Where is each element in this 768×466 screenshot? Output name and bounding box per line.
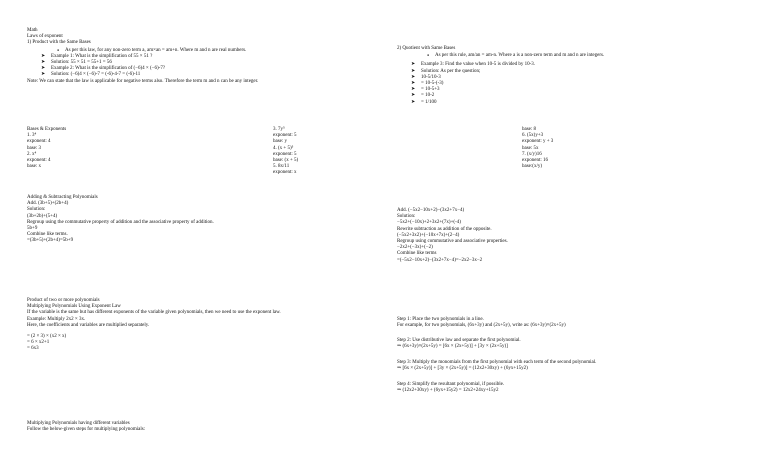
list-item: = 6x3 <box>27 346 39 352</box>
bases-heading: Bases & Exponents <box>27 127 67 132</box>
step-detail: For example, for two polynomials, (6x+3y) and (2x+5y), write as: (6x+3y)×(2x+5y) <box>397 323 566 329</box>
list-item: Follow the below-given steps for multiplying polynomials: <box>27 427 146 433</box>
list-item: Regroup using the commutative property of addition and the associative property of addition. <box>27 219 214 225</box>
step-title: Step 1: Place the two polynomials in a line. <box>397 317 484 322</box>
list-item: Add. (3b+5)+(2b+4) <box>27 201 69 207</box>
list-item: ➤ = 1/100 <box>397 100 604 106</box>
step-title: Step 4: Simplify the resultant polynomial, if possible. <box>397 382 505 387</box>
list-item: exponent: 16 <box>522 158 548 164</box>
bases-exponents-col2 <box>273 127 298 177</box>
product-rule-note: Note: We can state that the law is applicable for negative terms also. Therefore the term m and n can be any integer. <box>27 78 259 84</box>
list-item: Multiplying Polynomials Using Exponent Law <box>27 304 121 310</box>
list-item: ➤ Solution: As per the question; <box>397 69 604 75</box>
list-item: Solution: <box>27 207 46 213</box>
list-item: Solution: <box>397 214 416 220</box>
list-item: ➤ Example 2: What is the simplification of (−6)4 × (−6)-7? <box>27 66 258 72</box>
adding-heading: Adding & Subtracting Polynomials <box>27 195 98 200</box>
list-item: exponent: 4 <box>27 158 51 164</box>
list-item: (3b+2b)+(5+4) <box>27 213 58 219</box>
section-subheading: Laws of exponent <box>27 34 63 40</box>
list-item: 5. 8x/11 <box>273 164 290 170</box>
list-item: 7. (x/y)16 <box>522 151 542 157</box>
step-detail: ⇒ [6x × (2x+5y)] + [3y × (2x+5y)] = (12x2+30xy) + (6yx+15y2) <box>397 366 528 372</box>
quotient-rule-title: 2) Quotient with Same Bases <box>397 46 456 51</box>
step-detail: ⇒ (12x2+30xy) + (6yx+15y2) = 12x2+24xy+15y2 <box>397 388 499 394</box>
bases-exponents-col1 <box>27 127 66 170</box>
list-item: −2x2+(−3x)+(−2) <box>397 245 433 251</box>
subtracting-polynomials-section <box>397 208 508 264</box>
list-item: base: 5x <box>522 145 539 151</box>
list-item: ➤ Example 3: Find the value when 10-5 is divided by 10-3. <box>397 62 604 68</box>
list-item: Here, the coefficients and variables are multiplied separately. <box>27 322 150 328</box>
list-item: ➤ = 10-5-(-3) <box>397 81 604 87</box>
list-item: ➤ Solution: (−6)4 × (−6)-7 = (-6)-4-7 = (-6)-11 <box>27 72 258 78</box>
page-heading: Math <box>27 28 38 33</box>
list-item: Regroup using commutative and associative properties. <box>397 239 508 245</box>
list-item: 5b+9 <box>27 226 38 232</box>
step-detail: ⇒ (6x+3y)×(2x+5y) = [6x × (2x+5y)] + [3y × (2x+5y)] <box>397 344 508 350</box>
list-item: ➤ Example 1: What is the simplification of 55 × 51 ? <box>27 54 258 60</box>
different-variables-section <box>27 421 145 433</box>
different-variables-heading: Multiplying Polynomials having different variables <box>27 421 130 426</box>
list-item: ➤ = 10-2 <box>397 93 604 99</box>
list-item: base: y <box>273 139 288 145</box>
step-title: Step 3: Multiply the monomials from the first polynomial with each term of the second polynomial. <box>397 360 597 365</box>
list-item: exponent: y + 3 <box>522 139 554 145</box>
multiply-step-1 <box>397 317 566 329</box>
step-title: Step 2: Use distributive law and separate the first polynomial. <box>397 338 521 343</box>
product-polynomials-section <box>27 298 281 353</box>
list-item: (−5x2+3x2)+(−10x+7x)+(2−4) <box>397 232 460 238</box>
list-item: 4. (x + 5)⁵ <box>273 145 294 151</box>
list-item: ➤ 10-5/10-3 <box>397 75 604 81</box>
list-item: base: 8 <box>522 127 537 132</box>
list-item: exponent: x <box>273 170 297 176</box>
list-item: base: 3 <box>27 145 42 151</box>
list-item: ➤ Solution: 55 × 51 = 55+1 = 56 <box>27 60 258 66</box>
list-item: Rewrite subtraction as addition of the opposite. <box>397 226 492 232</box>
list-item: exponent: 5 <box>273 151 297 157</box>
list-item: 6. (5x)y+3 <box>522 133 544 139</box>
list-item: exponent: 4 <box>27 139 51 145</box>
laws-of-exponent-section <box>27 28 258 85</box>
list-item: 2. x⁴ <box>27 151 37 157</box>
quotient-rule-section <box>397 46 604 106</box>
product-rule-title: 1) Product with the Same Bases <box>27 40 91 46</box>
list-item: If the variable is the same but has different exponents of the variable given polynomials, then we need to use the exponent law. <box>27 310 281 316</box>
list-item: =(−5x2−10x+2)−(3x2+7x−4)=−2x2−3x−2 <box>397 257 483 263</box>
list-item: Combine like terms. <box>27 232 68 238</box>
list-item: = 6 × x2+1 <box>27 340 50 346</box>
list-item: base: x <box>27 164 42 170</box>
list-item: exponent: 5 <box>273 133 297 139</box>
list-item: =(3b+5)+(2b+4)=5b+9 <box>27 238 74 244</box>
list-item: 3. 7y⁵ <box>273 127 285 132</box>
quotient-rule-bullet: ● As per this rule, am/an = am-n. Where a is a non-zero term and m and n are integers. <box>397 52 604 59</box>
bases-exponents-col3 <box>522 127 553 170</box>
multiply-step-4 <box>397 382 504 394</box>
list-item: base:(x/y) <box>522 164 542 170</box>
adding-polynomials-section <box>27 195 214 245</box>
list-item: 1. 3⁴ <box>27 133 37 139</box>
list-item: −5x2+(−10x)+2+3x2+(7x)+(-4) <box>397 220 461 226</box>
product-heading: Product of two or more polynomials <box>27 298 100 303</box>
list-item: base: (x + 5) <box>273 158 299 164</box>
multiply-step-2 <box>397 338 521 350</box>
product-rule-bullet: ● As per this law, for any non-zero term a, am×an = am+n. Where m and n are real numbers. <box>27 47 258 54</box>
list-item: Combine like terms <box>397 251 437 257</box>
list-item: Example: Multiply 2x2 × 3x. <box>27 316 86 322</box>
multiply-step-3 <box>397 360 596 372</box>
list-item: = (2 × 3) × (x2 × x) <box>27 334 67 340</box>
list-item: ➤ = 10-5+3 <box>397 87 604 93</box>
list-item: Add. (−5x2−10x+2)−(3x2+7x−4) <box>397 208 465 213</box>
